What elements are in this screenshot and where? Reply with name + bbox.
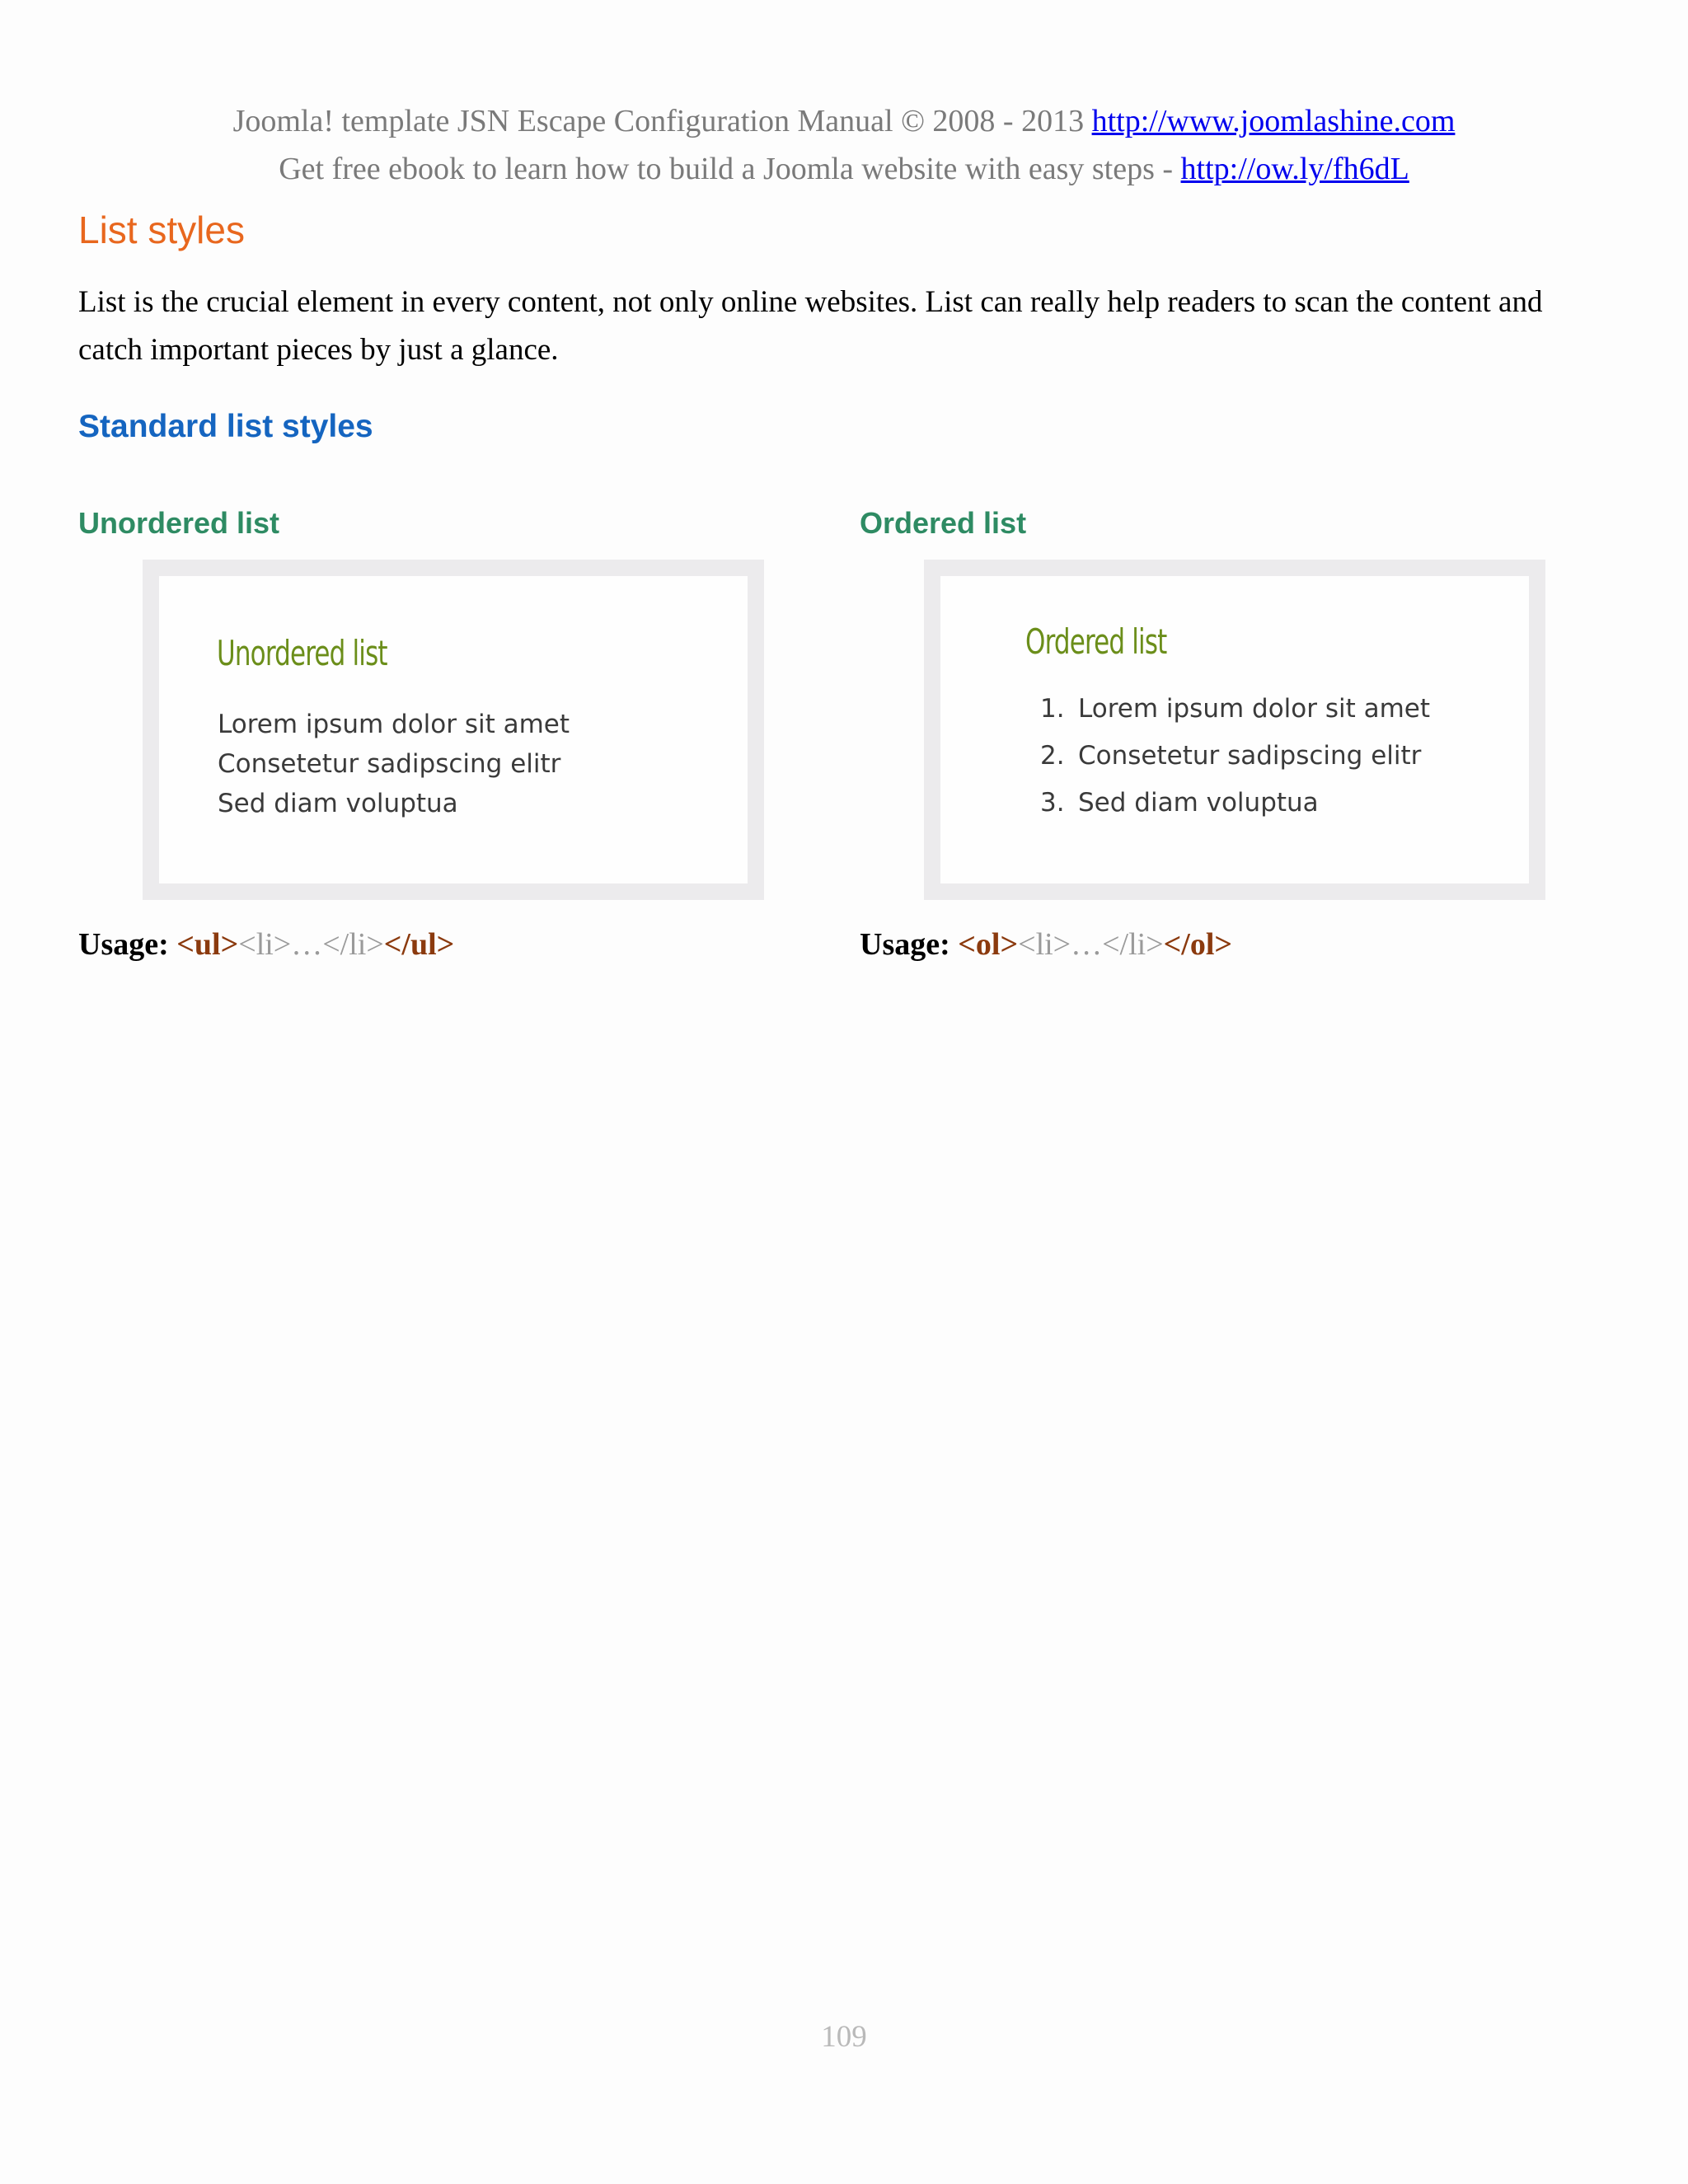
- usage-item-tag: <li>…</li>: [1018, 927, 1164, 962]
- unordered-demo-panel: [159, 576, 748, 883]
- ordered-demo-panel: [940, 576, 1529, 883]
- ordered-column-title: Ordered list: [860, 506, 1027, 540]
- list-item-number: 1.: [1040, 694, 1065, 724]
- usage-close-tag: </ul>: [383, 927, 455, 962]
- list-item-number: 3.: [1040, 788, 1065, 818]
- ordered-demo-image: [924, 560, 1545, 900]
- header-line-1: [0, 97, 1688, 145]
- usage-open-tag: <ol>: [958, 927, 1019, 962]
- joomlashine-link[interactable]: http://www.joomlashine.com: [1091, 104, 1456, 138]
- list-item-text: Consetetur sadipscing elitr: [1078, 741, 1422, 771]
- page-header: [0, 97, 1688, 193]
- usage-label: Usage:: [860, 927, 950, 962]
- section-intro: List is the crucial element in every content, not only online websites. List can really help readers to scan the content and catch important pieces by just a glance.: [78, 285, 1543, 367]
- ebook-link[interactable]: http://ow.ly/fh6dL: [1180, 152, 1409, 186]
- list-item: [1040, 686, 1430, 733]
- usage-close-tag: </ol>: [1163, 927, 1233, 962]
- unordered-column-title: Unordered list: [78, 506, 280, 540]
- usage-item-tag: <li>…</li>: [238, 927, 384, 962]
- header-ebook-text: Get free ebook to learn how to build a Joomla website with easy steps -: [279, 152, 1181, 186]
- unordered-demo-list: [218, 705, 570, 823]
- list-item-number: 2.: [1040, 741, 1065, 771]
- ordered-demo-list: [1040, 686, 1430, 827]
- unordered-demo-heading: Unordered list: [217, 633, 387, 673]
- page-number: 109: [821, 2020, 867, 2054]
- list-item: Sed diam voluptua: [218, 789, 458, 818]
- unordered-usage: [78, 926, 454, 963]
- unordered-demo-image: [143, 560, 764, 900]
- usage-label: Usage:: [78, 927, 169, 962]
- ordered-demo-heading: Ordered list: [1025, 621, 1167, 662]
- section-title: List styles: [78, 209, 245, 251]
- section-subtitle: Standard list styles: [78, 409, 373, 444]
- header-line-2: [0, 145, 1688, 193]
- list-item: Lorem ipsum dolor sit amet: [218, 710, 570, 739]
- usage-open-tag: <ul>: [176, 927, 239, 962]
- list-item: [1040, 780, 1430, 827]
- header-copyright-text: Joomla! template JSN Escape Configuration Manual © 2008 - 2013: [232, 104, 1092, 138]
- list-item: Consetetur sadipscing elitr: [218, 749, 561, 779]
- list-item: [1040, 733, 1430, 780]
- list-item-text: Sed diam voluptua: [1078, 788, 1319, 818]
- ordered-usage: [860, 926, 1232, 963]
- list-item-text: Lorem ipsum dolor sit amet: [1078, 694, 1431, 724]
